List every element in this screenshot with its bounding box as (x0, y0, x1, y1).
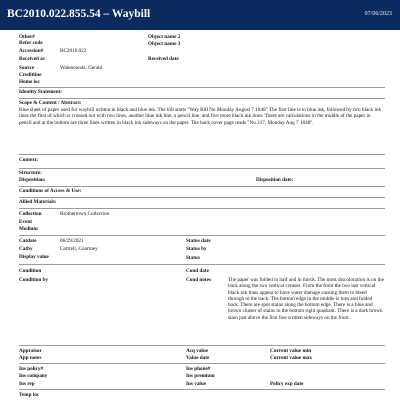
structure-label: Structure: (19, 170, 42, 176)
object-name-2-label: Object name 2 (148, 34, 181, 40)
catby-label: Catby (19, 246, 33, 252)
divider (19, 168, 385, 169)
condition-label: Condition (19, 268, 42, 274)
policy-exp-date-label: Policy exp date (270, 381, 304, 387)
scope-content-label: Scope & Content / Abstract: (19, 100, 82, 106)
value-date-label: Value date (186, 355, 210, 361)
identity-statement-label: Identity Statement: (19, 89, 63, 95)
context-label: Context: (19, 157, 39, 163)
creditline-label: Creditline (19, 72, 42, 78)
cond-notes-text: The paper was folded in half and in thirds. The most discoloration is on the back along the two vertical creases. From the front the two last vertical black ink lines appear to have water damage causing them to bleed through to the back. The bottom edge in the middle is torn and folded back. There are spot stains along the bottom edge. There is a blue and brown cluster of stains in the bottom right quadrant. There is a dark brown stain just above the first line written sideways on the front. (228, 277, 384, 321)
record-title: BC2010.022.855.54 – Waybill (7, 8, 151, 20)
divider (19, 98, 385, 99)
status-date-label: Status date (186, 238, 211, 244)
catby-value: Cottrell, Courtney (60, 246, 98, 252)
divider (19, 208, 385, 209)
divider (19, 363, 385, 364)
conditions-access-label: Conditions of Access & Use: (19, 188, 82, 194)
ins-value-label: Ins value (186, 381, 207, 387)
event-label: Event (19, 219, 32, 225)
print-date: 07/06/2023 (364, 11, 392, 17)
display-value-label: Display value (19, 254, 49, 260)
refer-code-label: Refer code (19, 40, 43, 46)
source-label: Source (19, 65, 35, 71)
status-label: Status (186, 255, 200, 261)
cond-notes-label: Cond notes (186, 277, 211, 283)
acq-value-label: Acq value (186, 348, 209, 354)
divider (19, 87, 385, 88)
ins-company-label: Ins company (19, 373, 48, 379)
catdate-label: Catdate (19, 238, 37, 244)
current-value-min-label: Current value min (270, 348, 312, 354)
home-location-label: Home loc (19, 79, 40, 85)
collection-label: Collection (19, 211, 42, 217)
record-header (0, 0, 400, 30)
ins-premium-label: Ins premium (186, 373, 215, 379)
divider (19, 197, 385, 198)
allied-materials-label: Allied Materials: (19, 199, 57, 205)
medium-label: Medium (19, 226, 38, 232)
source-value: Walenowski, Gerald (60, 65, 103, 71)
divider (19, 264, 385, 265)
accession-number-label: Accession# (19, 48, 44, 54)
received-date-label: Received date (148, 56, 179, 62)
ins-rep-label: Ins rep (19, 381, 35, 387)
condition-by-label: Condition by (19, 277, 48, 283)
scope-content-text: Blue sheet of paper used for waybill written in black and blue ink. The bill starts "Way Bill No Monday August 7 1848" The first line is in blue ink, followed by two black ink lines the first of which is crossed out with two lines, another blue ink line, a pencil line, and five more black ink lines. There are calculations in the middle of the paper in pencil and at the bottom are three lines written in black ink sideways on the paper. The back cover page reads "No 217, Monday Aug 7 1848". (19, 107, 382, 126)
status-by-label: Status by (186, 246, 207, 252)
ins-phone-label: Ins phone# (186, 366, 211, 372)
catdate-value: 06/29/2021 (60, 238, 84, 244)
collection-value: Brothertown Collection (60, 211, 110, 217)
received-as-label: Received as (19, 56, 45, 62)
divider (19, 345, 385, 346)
app-notes-label: App notes (19, 355, 42, 361)
cond-date-label: Cond date (186, 268, 209, 274)
divider (19, 186, 385, 187)
temp-location-label: Temp loc (19, 392, 40, 398)
disposition-date-label: Disposition date: (256, 177, 294, 183)
other-number-label: Other# (19, 34, 35, 40)
appraisor-label: Appraisor (19, 348, 42, 354)
object-name-3-label: Object name 3 (148, 41, 181, 47)
current-value-max-label: Current value max (270, 355, 312, 361)
ins-policy-label: Ins policy# (19, 366, 44, 372)
divider (19, 154, 385, 155)
disposition-label: Disposition: (19, 177, 46, 183)
accession-number-value: BC2010.022 (60, 48, 87, 54)
divider (19, 389, 385, 390)
divider (19, 235, 385, 236)
